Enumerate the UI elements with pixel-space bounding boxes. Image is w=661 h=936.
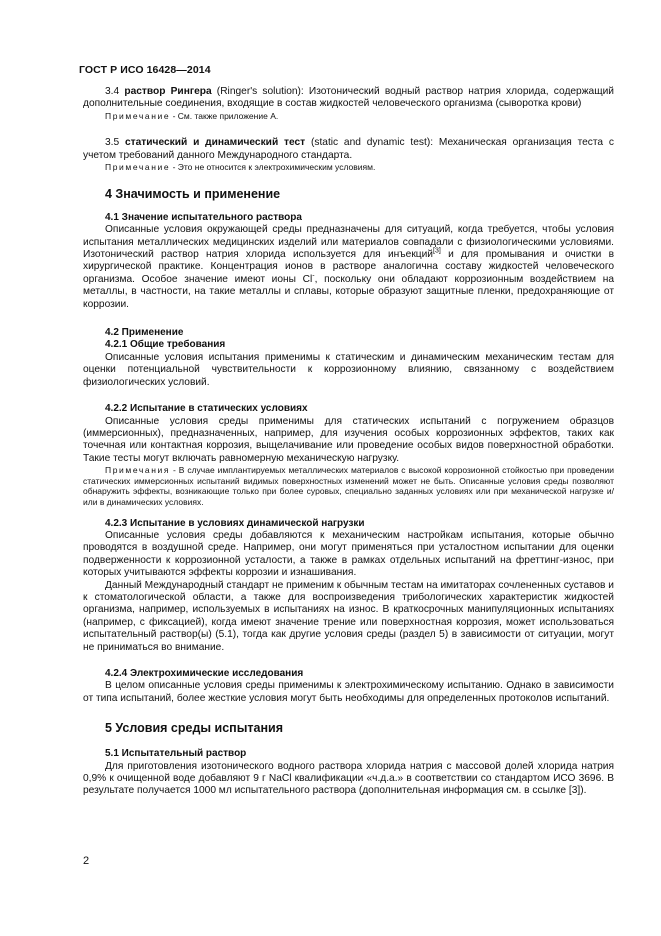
section-4-heading: 4 Значимость и применение xyxy=(105,186,281,201)
section-4-2-2-heading: 4.2.2 Испытание в статических условиях xyxy=(105,403,308,415)
definition-text: (static and dynamic test): Механическая организация теста с учетом требований данного Международного стандарта. xyxy=(83,137,614,161)
definition-number: 3.5 xyxy=(105,137,120,149)
definition-term: раствор Рингера xyxy=(124,86,212,97)
reference-superscript: [3] xyxy=(433,247,441,255)
note-text: - См. также приложение А. xyxy=(170,110,279,121)
section-4-2-3-paragraph-1: Описанные условия среды добавляются к механическим настройкам испытания, которые обычно проводятся в воздушной среде. Например, они могут применяться при усталостном испытании для оценки подверженности к коррозионной усталости, а также в рамках отдельных испытаний на фреттинг-износ, при которых учитываются эффекты коррозии и изнашивания. xyxy=(83,529,614,579)
note-3-5 xyxy=(83,162,614,173)
definition-term: статический и динамический тест xyxy=(124,137,306,149)
ion-charge-superscript: - xyxy=(312,272,315,280)
note-label: Примечание xyxy=(105,110,171,121)
note-text: - В случае имплантируемых металлических материалов с высокой коррозионной стойкостью при проведении статических иммерсионных испытаний видимых поверхностных изменений может не быть. Описанные условия среды позволяют обнаружить эффекты, возникающие только при более суровых, специально заданных условиях или при механической нагрузке и/или в динамических условиях. xyxy=(83,465,614,507)
document-header: ГОСТ Р ИСО 16428—2014 xyxy=(79,64,211,76)
section-4-1-heading: 4.1 Значение испытательного раствора xyxy=(105,211,302,223)
definition-3-4 xyxy=(83,86,614,111)
section-4-2-3-heading: 4.2.3 Испытание в условиях динамической нагрузки xyxy=(105,517,365,529)
section-4-2-2-paragraph: Описанные условия среды применимы для статических испытаний с погружением образцов (иммерсионных), предназначенных, например, для изучения особых коррозионных эффектов, таких как точечная или контактная коррозия, выщелачивание или проведение особых видов поверхностной обработки. Такие тесты могут включать равномерную механическую нагрузку. xyxy=(83,415,614,464)
note-4-2-2 xyxy=(83,465,614,507)
section-4-1-paragraph: Описанные условия окружающей среды предназначены для ситуаций, когда требуется, чтобы условия испытания металлических медицинских изделий или материалов совпадали с физиологическими условиями. Изотонический раствор натрия хлорида используется для инъекций[3] и для промывания и очистки в хирургической практике. Концентрация ионов в растворе аналогична составу жидкостей человеческого организма. Особое значение имеют ионы Cl-, поскольку они обладают коррозионным воздействием на металлы, в частности, на такие металлы и сплавы, которые образуют защитные пленки, предохраняющие от коррозии. xyxy=(83,224,614,310)
definition-3-5 xyxy=(83,137,614,162)
section-4-2-4-paragraph: В целом описанные условия среды применимы к электрохимическому испытанию. Однако в зависимости от типа испытаний, более жесткие условия могут быть необходимы для определенных протоколов испытаний. xyxy=(83,680,614,704)
definition-text: (Ringer's solution): Изотонический водный раствор натрия хлорида, содержащий дополнительные соединения, входящие в состав жидкостей человеческого организма (сыворотка крови) xyxy=(83,86,614,110)
note-label: Примечания xyxy=(105,465,171,476)
page-number: 2 xyxy=(83,855,90,867)
section-4-2-heading: 4.2 Применение xyxy=(105,327,184,339)
note-3-4 xyxy=(83,111,614,122)
document-body xyxy=(83,86,614,798)
section-4-2-4-heading: 4.2.4 Электрохимические исследования xyxy=(105,667,304,679)
section-5-1-heading: 5.1 Испытательный раствор xyxy=(105,748,247,760)
section-4-2-1-heading: 4.2.1 Общие требования xyxy=(105,339,226,351)
section-4-2-3-paragraph-2: Данный Международный стандарт не применим к обычным тестам на имитаторах сочлененных суставов и к стоматологической области, а также для воспроизведения трибологических характеристик жидкостей организма, например, используемых в испытаниях на износ. В краткосрочных манипуляционных испытаниях (например, с фиксацией), когда имеют значение трение или поверхностная коррозия, может использоваться испытательный раствор(ы) (5.1), тогда как другие условия среды (раздел 5) в зависимости от ситуации, могут не приниматься во внимание. xyxy=(83,579,614,653)
section-4-2-1-paragraph: Описанные условия испытания применимы к статическим и динамическим механическим тестам для оценки потенциальной чувствительности к коррозионному влиянию, связанному с воздействием физиологических условий. xyxy=(83,351,614,388)
note-label: Примечание xyxy=(105,162,171,173)
definition-number: 3.4 xyxy=(105,86,120,97)
section-5-heading: 5 Условия среды испытания xyxy=(105,721,283,736)
section-5-1-paragraph: Для приготовления изотонического водного раствора хлорида натрия с массовой долей хлорида натрия 0,9% к очищенной воде добавляют 9 г NaCl квалификации «ч.д.а.» в соответствии со стандартом ИСО 3696. В результате получается 1000 мл испытательного раствора (дополнительная информация см. в ссылке [3]). xyxy=(83,760,614,797)
note-text: - Это не относится к электрохимическим условиям. xyxy=(170,162,376,173)
